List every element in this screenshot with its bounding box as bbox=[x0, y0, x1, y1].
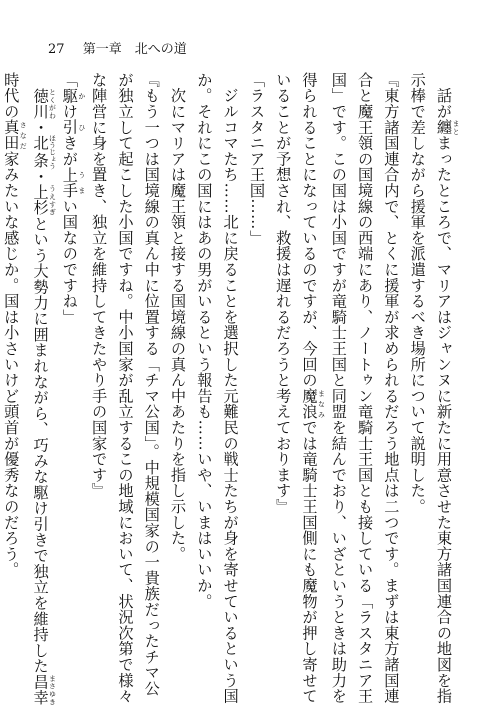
ruby-base: 真田 bbox=[2, 119, 21, 152]
text-line bbox=[352, 72, 378, 704]
body-text bbox=[2, 72, 460, 706]
ruby-reading: ほうじょう bbox=[48, 134, 57, 170]
text-run: ・ bbox=[31, 119, 50, 136]
text-run: 次にマリアは魔王領と接する国境線の真ん中あたりを指し示した。 bbox=[169, 72, 188, 562]
ruby-word bbox=[60, 119, 86, 136]
text-run: 得られることになっているのですが、今回の bbox=[300, 72, 319, 388]
text-line bbox=[86, 72, 112, 682]
text-line bbox=[296, 72, 326, 705]
text-run: 時代の bbox=[2, 72, 21, 120]
ruby-base: 上杉 bbox=[31, 184, 50, 216]
text-run: 示棒で差しながら援軍を派遣するべき場所について説明した。 bbox=[408, 72, 427, 515]
text-line bbox=[0, 72, 27, 682]
page-number: 27 bbox=[48, 42, 65, 57]
text-run bbox=[32, 72, 50, 88]
text-run: な陣営に身を置き、独立を維持してきたやり手の国家です』 bbox=[90, 72, 109, 499]
text-run: まったところで、マリアはジャンヌに新たに用意させた東方諸国連合の地図を指 bbox=[435, 135, 453, 705]
text-line bbox=[191, 72, 217, 682]
text-run: ・ bbox=[31, 168, 50, 185]
ruby-word bbox=[31, 134, 57, 170]
text-line bbox=[112, 72, 138, 704]
text-line bbox=[217, 72, 243, 704]
chapter-title: 第一章 北への道 bbox=[82, 42, 187, 57]
text-run: 「 bbox=[60, 72, 79, 88]
text-run: いることが予想され、救援は遅れるだろうと考えております』 bbox=[274, 72, 293, 515]
ruby-word bbox=[31, 87, 57, 120]
text-line bbox=[431, 72, 460, 705]
ruby-reading: うま bbox=[77, 166, 86, 199]
text-run: 合と魔王領の国境線の西端にあり、ノートゥン竜騎士王国とも接している「ラスタニア王 bbox=[356, 72, 375, 704]
ruby-word bbox=[435, 119, 460, 136]
ruby-base: 上手 bbox=[60, 166, 79, 199]
ruby-reading: か bbox=[77, 87, 86, 104]
text-run: 話が bbox=[435, 72, 453, 120]
text-run: い国なのですね」 bbox=[60, 198, 79, 325]
ruby-word bbox=[2, 119, 28, 152]
ruby-base: 徳川 bbox=[31, 87, 50, 120]
page-header bbox=[48, 38, 187, 57]
text-line bbox=[244, 72, 270, 682]
text-run: 『もう一つは国境線の真ん中に位置する「チマ公国」。中規模国家の一貴族だったチマ公 bbox=[142, 72, 161, 697]
ruby-word bbox=[300, 388, 326, 420]
text-line bbox=[165, 72, 191, 682]
ruby-reading: とくがわ bbox=[48, 87, 57, 120]
ruby-reading: さなだ bbox=[19, 119, 28, 152]
ruby-reading: まと bbox=[452, 119, 460, 136]
text-run: か。それにこの国にはあの男がいるという報告も……いや、いまはいいか。 bbox=[195, 72, 214, 610]
text-run: 国」です。この国は小国ですが竜騎士王国と同盟を結んでおり、いざというときは助力を bbox=[329, 72, 348, 704]
text-line bbox=[270, 72, 296, 682]
text-run: 『東方諸国連合内で、とくに援軍が求められるだろう地点は二つです。まずは東方諸国連 bbox=[382, 72, 401, 704]
text-run: 「ラスタニア王国……」 bbox=[247, 72, 266, 246]
ruby-reading: ひ bbox=[77, 119, 86, 136]
ruby-word bbox=[60, 166, 86, 199]
text-line bbox=[57, 72, 86, 682]
ruby-word bbox=[31, 184, 57, 216]
text-run: きが bbox=[60, 135, 79, 167]
text-run: 家みたいな感じか。国は小さいけど頭首が優秀なのだろう。 bbox=[2, 151, 21, 578]
ruby-base: 駆 bbox=[60, 87, 79, 104]
ruby-word bbox=[31, 674, 57, 706]
text-line bbox=[326, 72, 352, 704]
ruby-base: 引 bbox=[60, 119, 79, 136]
text-run: け bbox=[60, 103, 79, 120]
text-run: では竜騎士王国側にも魔物が押し寄せて bbox=[300, 419, 319, 705]
text-run: が独立して起こした小国ですね。中小国家が乱立するこの地域において、状況次第で様々 bbox=[116, 72, 135, 704]
text-run: ジルコマたち……北に戻ることを選択した元難民の戦士たちが身を寄せているという国 bbox=[221, 72, 240, 704]
text-line bbox=[27, 72, 57, 706]
text-run: という大勢力に囲まれながら、巧みな駆け引きで独立を維持した bbox=[31, 215, 50, 675]
ruby-reading: まなみ bbox=[317, 388, 326, 420]
ruby-base: 魔浪 bbox=[300, 388, 319, 420]
ruby-base: 纏 bbox=[435, 119, 453, 136]
text-line bbox=[378, 72, 404, 704]
ruby-reading: うえすぎ bbox=[48, 184, 57, 216]
ruby-reading: まさゆき bbox=[48, 674, 57, 706]
ruby-base: 北条 bbox=[31, 134, 50, 170]
text-line bbox=[404, 72, 430, 682]
text-line bbox=[138, 72, 164, 697]
ruby-word bbox=[60, 87, 86, 104]
ruby-base: 昌幸 bbox=[31, 674, 50, 706]
